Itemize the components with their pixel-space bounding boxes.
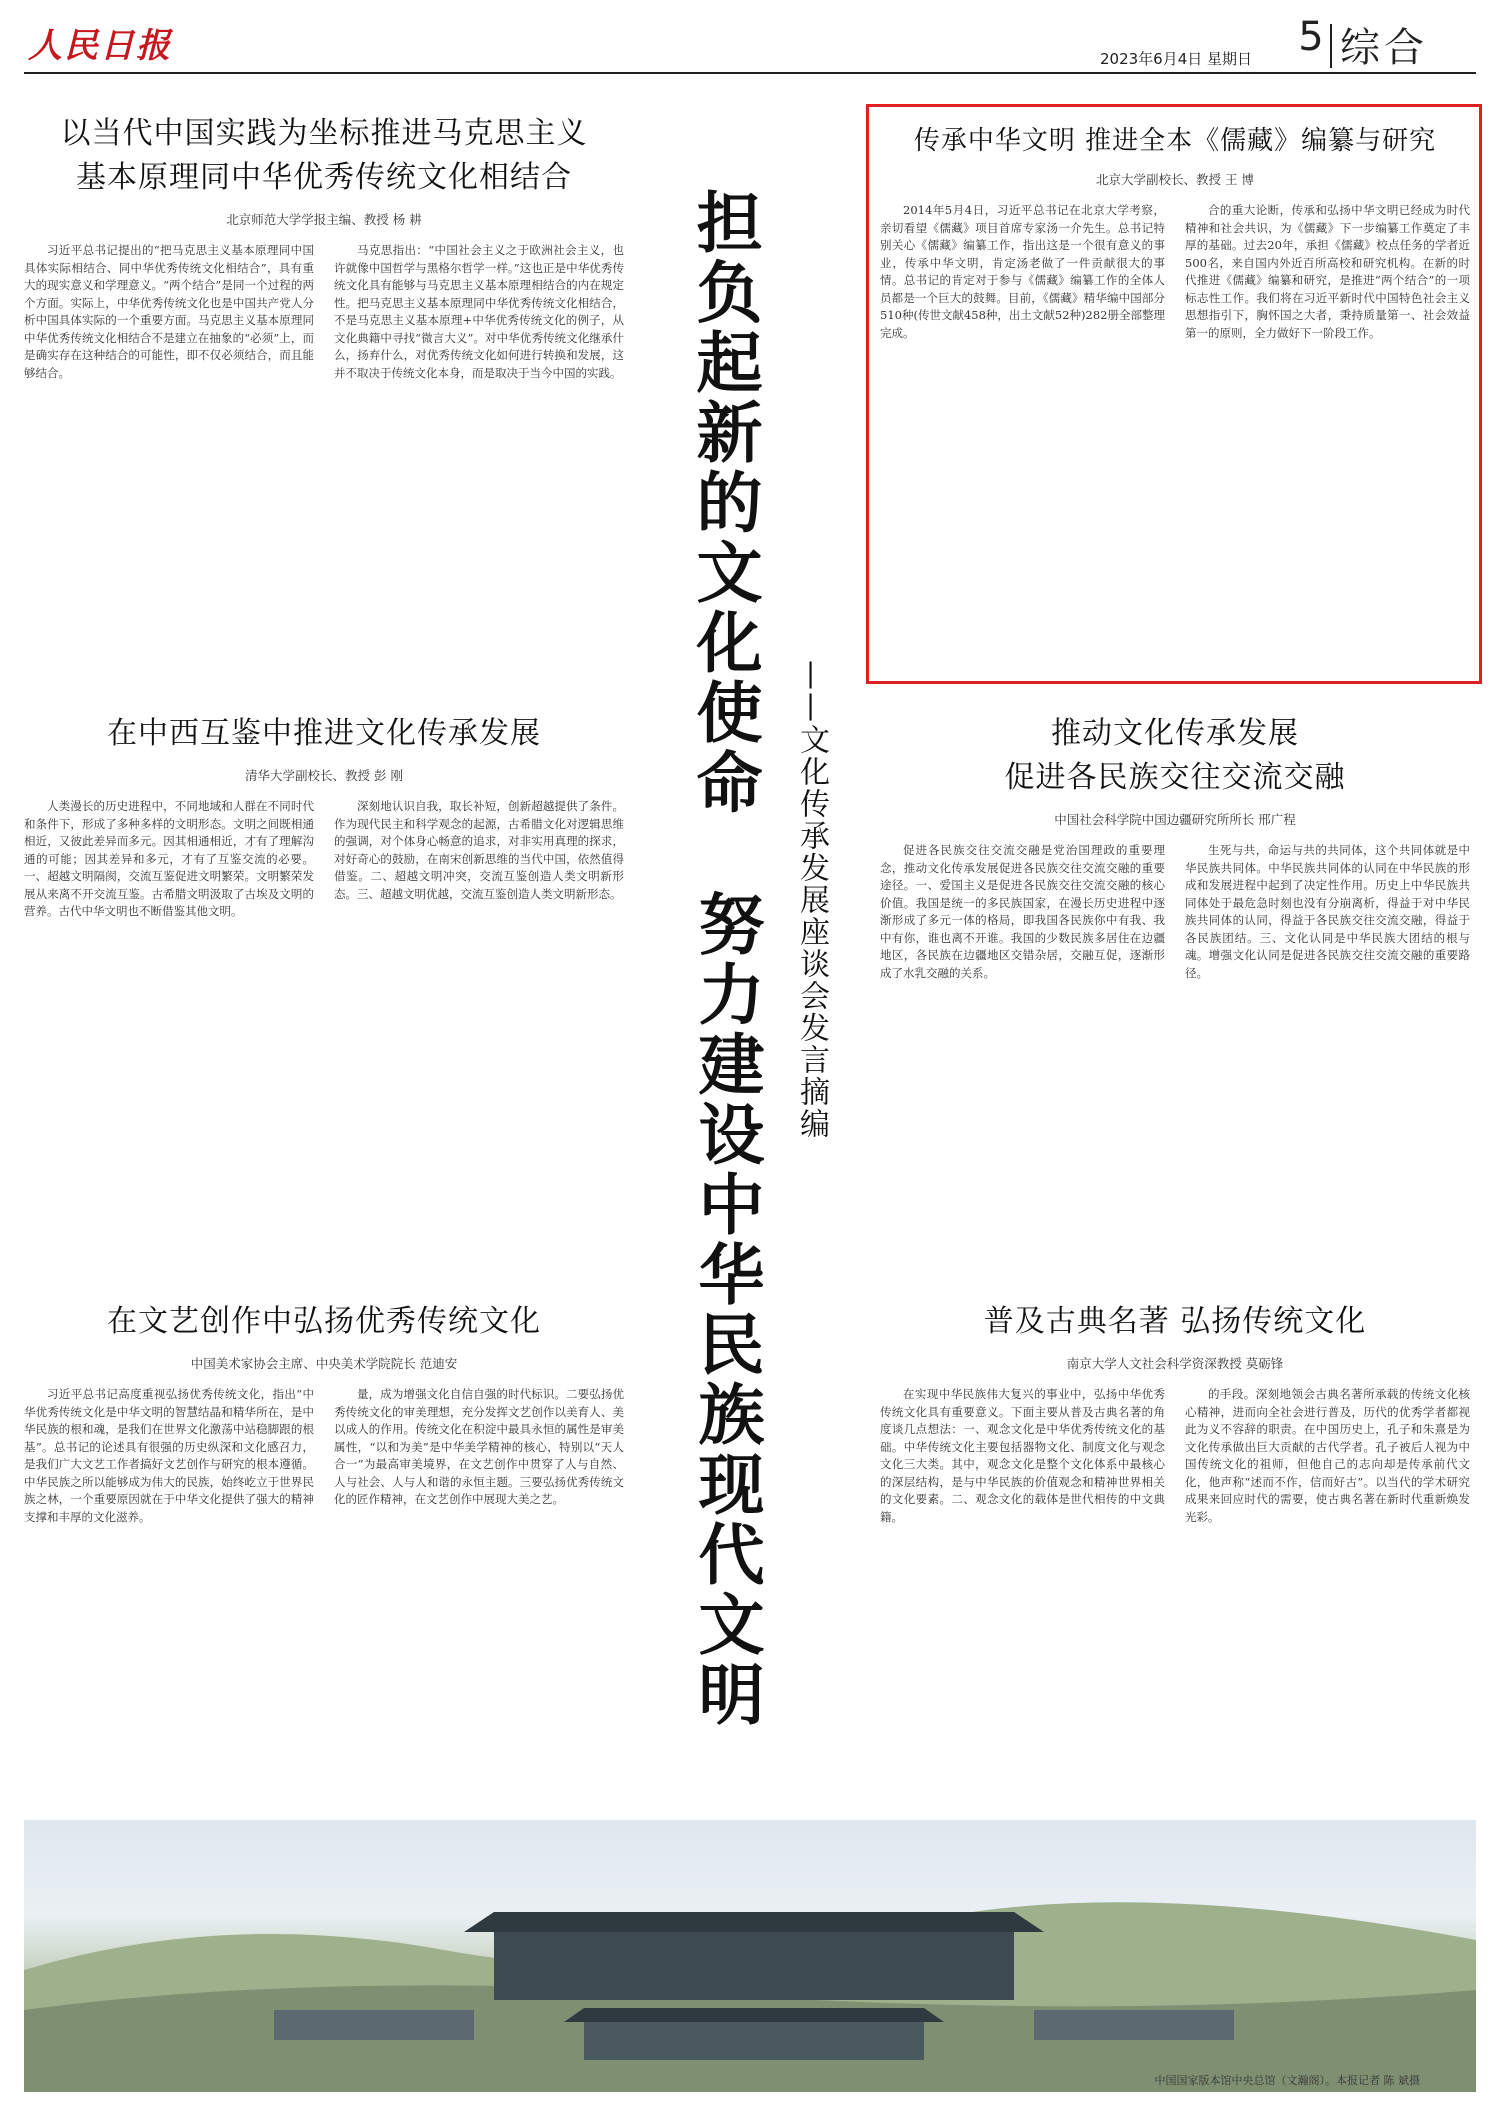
article-byline: 北京师范大学学报主编、教授 杨 耕 [226,212,422,227]
article-column: 2014年5月4日，习近平总书记在北京大学考察，亲切看望《儒藏》项目首席专家汤一介先生。总书记特别关心《儒藏》编纂工作，指出这是一个很有意义的事业，传承中华文明，肯定汤老做了一件贡献很大的事情。总书记的肯定对于参与《儒藏》编纂工作的全体人员都是一个巨大的鼓舞。目前，《儒藏》精华编中国部分510种(传世文献458种，出土文献52种)282册全部整理完成。 [880,203,1165,340]
article-body [880,202,1470,342]
front-roof-shape [564,2008,944,2022]
newspaper-logo: 人民日报 [28,26,172,66]
masthead-rule [24,72,1476,74]
article-title: 普及古典名著 弘扬传统文化 [983,1304,1367,1339]
issue-date: 2023年6月4日 星期日 [1100,50,1253,68]
article-body [24,1386,624,1526]
article-column: 习近平总书记提出的“把马克思主义基本原理同中国具体实际相结合、同中华优秀传统文化相结合”，具有重大的现实意义和学理意义。“两个结合”是同一个过程的两个方面。实际上，中华优秀传统文化也是中国共产党人分析中国具体实际的一个重要方面。马克思主义基本原理同中华优秀传统文化相结合不是建立在抽象的“必须”上，而是确实存在这种结合的可能性，即不仅必须结合，而且能够结合。 [24,243,314,380]
article-byline: 清华大学副校长、教授 彭 刚 [245,768,403,783]
article-column: 人类漫长的历史进程中，不同地域和人群在不同时代和条件下，形成了多种多样的文明形态。文明之间既相通相近，又彼此差异而多元。因其相通相近，才有了理解沟通的可能；因其差异和多元，才有了互鉴交流的必要。一、超越文明隔阂，交流互鉴促进文明繁荣。文明繁荣发展从来离不开交流互鉴。古希腊文明汲取了古埃及文明的营养。古代中华文明也不断借鉴其他文明。 [24,799,314,918]
article-title: 在中西互鉴中推进文化传承发展 [107,716,541,751]
article-title: 在文艺创作中弘扬优秀传统文化 [107,1304,541,1339]
article-column: 生死与共，命运与共的共同体，这个共同体就是中华民族共同体。中华民族共同体的认同在中华民族的形成和发展进程中起到了决定性作用。历史上中华民族共同体处于最危急时刻也没有分崩离析，得益于对中华民族共同体的认同，得益于各民族交往交流交融，得益于各民族团结。三、文化认同是中华民族大团结的根与魂。增强文化认同是促进各民族交往交流交融的重要路径。 [1185,843,1470,980]
photo-caption: 中国国家版本馆中央总馆（文瀚阁）。本报记者 陈 斌摄 [1154,2074,1420,2087]
article-title-line2: 促进各民族交往交流交融 [1004,760,1346,795]
library-photo [24,1820,1476,2092]
main-headline: 担负起新的文化使命 [685,188,762,818]
library-illustration [24,1820,1476,2092]
sub-headline: ——文化传承发展座谈会发言摘编 [794,660,829,1140]
article-confucian-canon [880,122,1470,674]
article-marxism-tradition [24,112,624,672]
article-body [880,1386,1470,1526]
front-pavilion-shape [584,2020,924,2060]
article-column: 马克思指出：“中国社会主义之于欧洲社会主义，也许就像中国哲学与黑格尔哲学一样。”这也正是中华优秀传统文化具有能够与马克思主义基本原理相结合的内在规定性。把马克思主义基本原理同中华优秀传统文化相结合，不是马克思主义基本原理+中华优秀传统文化的例子，从文化典籍中寻找“微言大义”。对中华优秀传统文化继承什么，扬弃什么，对优秀传统文化如何进行转换和发展，这并不取决于传统文化本身，而是取决于当今中国的实践。 [334,243,624,380]
article-column: 量，成为增强文化自信自强的时代标识。二要弘扬优秀传统文化的审美理想，充分发挥文艺创作以美育人、美以成人的作用。传统文化在积淀中最具永恒的属性是审美属性，“以和为美”是中华美学精神的核心，特别以“天人合一”为最高审美境界，在文艺创作中贯穿了人与自然、人与社会、人与人和谐的永恒主题。三要弘扬优秀传统文化的匠作精神，在文艺创作中展现大美之艺。 [334,1387,624,1506]
article-byline: 南京大学人文社会科学资深教授 莫砺锋 [1066,1356,1284,1371]
article-title: 传承中华文明 推进全本《儒藏》编纂与研究 [913,126,1437,156]
article-byline: 北京大学副校长、教授 王 博 [1096,172,1254,187]
main-headline-2: 努力建设中华民族现代文明 [687,890,764,1730]
article-ethnic-exchange [880,712,1470,1272]
section-name: 综合 [1340,25,1428,71]
article-classics [880,1300,1470,1800]
left-wing-shape [274,2010,474,2040]
article-byline: 中国美术家协会主席、中央美术学院院长 范迪安 [190,1356,458,1371]
article-east-west [24,712,624,1272]
article-body [24,242,624,382]
article-body [880,842,1470,982]
main-roof-shape [464,1912,1044,1932]
article-column: 的手段。深刻地领会古典名著所承载的传统文化核心精神，进而向全社会进行普及，历代的优秀学者都视此为义不容辞的职责。在中国历史上，孔子和朱熹是为文化传承做出巨大贡献的古代学者。孔子被后人视为中国传统文化的祖师，但他自己的志向却是传承前代文化，他声称“述而不作，信而好古”。以当代的学术研究成果来回应时代的需要，使古典名著在新时代重新焕发光彩。 [1185,1387,1470,1524]
article-body [24,798,624,921]
article-column: 深刻地认识自我，取长补短，创新超越提供了条件。作为现代民主和科学观念的起源，古希腊文化对逻辑思维的强调，对个体身心畅意的追求，对非实用真理的探求，对好奇心的鼓励，在南宋创新思维的当代中国，依然值得借鉴。二、超越文明冲突，交流互鉴创造人类文明新形态。三、超越文明优越，交流互鉴创造人类文明新形态。 [334,799,624,901]
masthead-divider [1330,24,1332,68]
article-byline: 中国社会科学院中国边疆研究所所长 邢广程 [1054,812,1296,827]
article-title-line2: 基本原理同中华优秀传统文化相结合 [76,160,572,195]
article-column: 在实现中华民族伟大复兴的事业中，弘扬中华优秀传统文化具有重要意义。下面主要从普及古典名著的角度谈几点想法：一、观念文化是中华优秀传统文化的基础。中华传统文化主要包括器物文化、制度文化与观念文化三大类。其中，观念文化是整个文化体系中最核心的深层结构，是与中华民族的价值观念和精神世界相关的文化要素。二、观念文化的载体是世代相传的中文典籍。 [880,1387,1165,1524]
masthead [24,14,1476,72]
article-column: 习近平总书记高度重视弘扬优秀传统文化，指出“中华优秀传统文化是中华文明的智慧结晶和精华所在，是中华民族的根和魂，是我们在世界文化激荡中站稳脚跟的根基”。总书记的论述具有很强的历史纵深和文化感召力，是我们广大文艺工作者搞好文艺创作与研究的根本遵循。中华民族之所以能够成为伟大的民族，始终屹立于世界民族之林，一个重要原因就在于中华文化提供了强大的精神支撑和丰厚的文化滋养。 [24,1387,314,1524]
article-title: 推动文化传承发展 [1051,716,1299,751]
main-hall-shape [494,1930,1014,2000]
page-number: 5 [1298,14,1324,60]
article-arts-creation [24,1300,624,1800]
article-title: 以当代中国实践为坐标推进马克思主义 [60,116,588,151]
article-column: 合的重大论断，传承和弘扬中华文明已经成为时代精神和社会共识，为《儒藏》下一步编纂工作奠定了丰厚的基础。过去20年，承担《儒藏》校点任务的学者近500名，来自国内外近百所高校和研究机构。在新的时代推进《儒藏》编纂和研究，是推进“两个结合”的一项标志性工作。我们将在习近平新时代中国特色社会主义思想指引下，胸怀国之大者，秉持质量第一、社会效益第一的原则，全力做好下一阶段工作。 [1185,203,1470,340]
article-column: 促进各民族交往交流交融是党治国理政的重要理念，推动文化传承发展促进各民族交往交流交融的重要途径。一、爱国主义是促进各民族交往交流交融的核心价值。我国是统一的多民族国家，在漫长历史进程中逐渐形成了多元一体的格局，即我国各民族你中有我、我中有你，谁也离不开谁。我国的少数民族多居住在边疆地区，各民族在边疆地区交错杂居，交融互促，逐渐形成了水乳交融的关系。 [880,843,1165,980]
right-wing-shape [1034,2010,1234,2040]
